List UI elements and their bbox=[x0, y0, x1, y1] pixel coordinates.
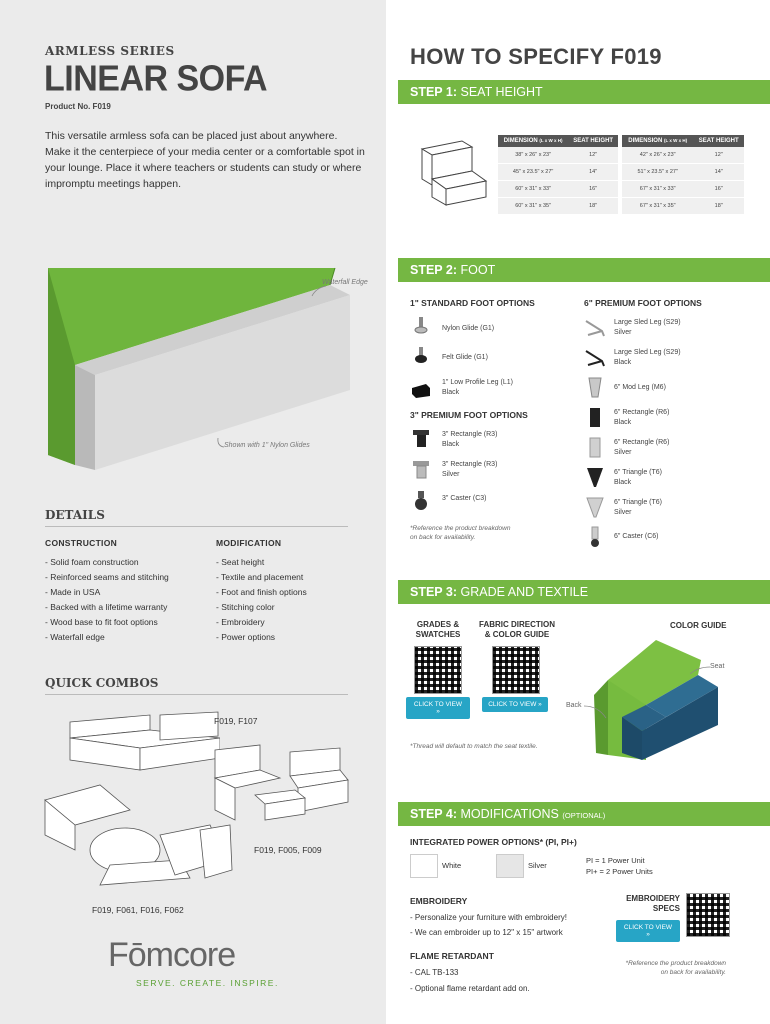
foot-option-sled-silver[interactable] bbox=[584, 316, 606, 343]
step1-label: SEAT HEIGHT bbox=[460, 85, 543, 99]
step3-label: GRADE AND TEXTILE bbox=[460, 585, 589, 599]
combo3-label: F019, F061, F016, F062 bbox=[92, 905, 184, 915]
foot-option-finish: Silver bbox=[614, 509, 632, 516]
seat-pointer bbox=[686, 664, 712, 676]
details-divider bbox=[45, 526, 348, 527]
low-profile-leg-icon bbox=[410, 378, 432, 400]
standard-foot-heading: 1" STANDARD FOOT OPTIONS bbox=[410, 298, 535, 308]
waterfall-annotation: Waterfall Edge bbox=[322, 279, 368, 286]
foot-option-sled-black[interactable] bbox=[584, 346, 606, 373]
list-item: - Power options bbox=[216, 632, 276, 642]
dimension-subheader: (L x W x H) bbox=[539, 138, 563, 143]
foot-option-r6-black[interactable] bbox=[584, 406, 606, 433]
embroidery-heading: EMBROIDERY bbox=[410, 896, 468, 906]
fabric-qr-code[interactable] bbox=[492, 646, 540, 694]
list-item: - Made in USA bbox=[45, 587, 101, 597]
step2-bar bbox=[398, 258, 770, 282]
list-item: - Wood base to fit foot options bbox=[45, 617, 158, 627]
foot-option-r3-silver[interactable] bbox=[410, 458, 432, 485]
rectangle6-black-icon bbox=[584, 406, 606, 428]
rectangle-leg-silver-icon bbox=[410, 458, 432, 480]
modification-list bbox=[216, 555, 307, 645]
table-row: 51" x 23.5" x 27" 14" bbox=[622, 164, 744, 181]
combo1-label: F019, F107 bbox=[214, 716, 258, 726]
seat-height-table-left bbox=[498, 135, 618, 215]
foot-option-r3-black[interactable] bbox=[410, 427, 432, 454]
intro-text: This versatile armless sofa can be placed just about anywhere. Make it the centerpiece of your media center or a comfortable spot in your lounge. Place it where teachers or students can study or where impromptu meetings happen. bbox=[45, 130, 365, 190]
power-silver-swatch[interactable] bbox=[496, 854, 524, 878]
list-item: - Seat height bbox=[216, 557, 265, 567]
foot-option-label: 6" Triangle (T6) bbox=[614, 469, 663, 476]
seat-label: Seat bbox=[710, 663, 725, 670]
combo3-drawing bbox=[40, 780, 235, 900]
power-heading: INTEGRATED POWER OPTIONS* (PI, PI+) bbox=[410, 837, 577, 847]
caster-icon bbox=[410, 489, 432, 511]
flame-heading: FLAME RETARDANT bbox=[410, 951, 494, 961]
foot-option-label: Felt Glide (G1) bbox=[442, 354, 488, 361]
glides-annotation: Shown with 1" Nylon Glides bbox=[224, 442, 310, 449]
waterfall-pointer bbox=[308, 284, 328, 298]
product-number: Product No. F019 bbox=[45, 102, 111, 111]
sled-leg-black-icon bbox=[584, 346, 606, 368]
back-label: Back bbox=[566, 702, 582, 709]
step2-number: STEP 2: bbox=[410, 263, 458, 277]
foot-option-label: 6" Mod Leg (M6) bbox=[614, 384, 666, 391]
foot-option-label: Nylon Glide (G1) bbox=[442, 325, 495, 332]
reference-note: *Reference the product breakdown on back for availability. bbox=[625, 960, 726, 976]
step1-number: STEP 1: bbox=[410, 85, 458, 99]
embroidery-click-button[interactable]: CLICK TO VIEW » bbox=[616, 920, 680, 942]
embroidery-qr-code[interactable] bbox=[686, 893, 730, 937]
step2-label: FOOT bbox=[460, 263, 496, 277]
foot-option-nylon-glide[interactable] bbox=[410, 314, 432, 341]
color-guide-label: COLOR GUIDE bbox=[670, 621, 727, 630]
construction-heading: CONSTRUCTION bbox=[45, 538, 118, 548]
table-row: 60" x 31" x 35" 18" bbox=[498, 198, 618, 215]
foot-option-label: 3" Rectangle (R3) bbox=[442, 431, 498, 438]
table-row: 45" x 23.5" x 27" 14" bbox=[498, 164, 618, 181]
step4-label: MODIFICATIONS bbox=[460, 807, 559, 821]
power-white-swatch[interactable] bbox=[410, 854, 438, 878]
table-row: 38" x 26" x 23" 12" bbox=[498, 147, 618, 164]
table-row: 67" x 31" x 33" 16" bbox=[622, 181, 744, 198]
rectangle-leg-black-icon bbox=[410, 427, 432, 449]
seat-height-table-right bbox=[622, 135, 744, 215]
triangle6-silver-icon bbox=[584, 496, 606, 518]
list-item: - Backed with a lifetime warranty bbox=[45, 602, 168, 612]
step4-bar bbox=[398, 802, 770, 826]
foot-option-c3-caster[interactable] bbox=[410, 489, 432, 516]
list-item: - Solid foam construction bbox=[45, 557, 139, 567]
thread-note: *Thread will default to match the seat textile. bbox=[410, 743, 538, 750]
list-item: - Stitching color bbox=[216, 602, 275, 612]
foot-option-finish: Black bbox=[614, 479, 632, 486]
foot-option-finish: Black bbox=[442, 441, 460, 448]
list-item: - Waterfall edge bbox=[45, 632, 105, 642]
series-label: ARMLESS SERIES bbox=[45, 44, 175, 58]
combos-heading: QUICK COMBOS bbox=[45, 676, 159, 690]
flame-list bbox=[410, 965, 530, 997]
fomcore-logo: Fōmcore bbox=[108, 936, 236, 974]
foot-option-finish: Black bbox=[442, 389, 460, 396]
embroidery-specs-label: EMBROIDERY SPECS bbox=[626, 894, 680, 913]
back-pointer bbox=[582, 700, 612, 722]
foot-availability-note: *Reference the product breakdown on back for availability. bbox=[410, 525, 511, 541]
product-title: LINEAR SOFA bbox=[44, 59, 268, 99]
rectangle6-silver-icon bbox=[584, 436, 606, 458]
details-heading: DETAILS bbox=[45, 508, 105, 522]
combos-divider bbox=[45, 694, 348, 695]
embroidery-list bbox=[410, 910, 567, 940]
foot-option-label: 1" Low Profile Leg (L1) bbox=[442, 379, 513, 386]
foot-option-t6-black[interactable] bbox=[584, 466, 606, 493]
step3-number: STEP 3: bbox=[410, 585, 458, 599]
list-item: - Embroidery bbox=[216, 617, 265, 627]
triangle6-black-icon bbox=[584, 466, 606, 488]
right-panel bbox=[386, 0, 770, 1024]
tagline: SERVE. CREATE. INSPIRE. bbox=[136, 978, 279, 988]
list-item: - Personalize your furniture with embroidery! bbox=[410, 913, 567, 922]
fabric-click-button[interactable]: CLICK TO VIEW » bbox=[482, 697, 548, 712]
step3-bar bbox=[398, 580, 770, 604]
color-guide-sofa bbox=[586, 635, 726, 760]
list-item: - Textile and placement bbox=[216, 572, 304, 582]
specify-title: HOW TO SPECIFY F019 bbox=[410, 44, 662, 69]
premium3-foot-heading: 3" PREMIUM FOOT OPTIONS bbox=[410, 410, 528, 420]
foot-option-finish: Silver bbox=[442, 471, 460, 478]
foot-option-finish: Black bbox=[614, 419, 632, 426]
foot-option-label: 6" Rectangle (R6) bbox=[614, 409, 670, 416]
power-white-label: White bbox=[442, 861, 462, 870]
foot-option-label: 3" Caster (C3) bbox=[442, 495, 487, 502]
step1-bar bbox=[398, 80, 770, 104]
foot-option-finish: Silver bbox=[614, 329, 632, 336]
foot-option-label: 6" Caster (C6) bbox=[614, 533, 659, 540]
nylon-glide-icon bbox=[410, 314, 432, 336]
table-row: 67" x 31" x 35" 18" bbox=[622, 198, 744, 215]
mod-leg-icon bbox=[584, 376, 606, 398]
table-row: 42" x 26" x 23" 12" bbox=[622, 147, 744, 164]
foot-option-mod-leg[interactable] bbox=[584, 376, 606, 403]
foot-option-label: Large Sled Leg (S29) bbox=[614, 349, 681, 356]
foot-option-r6-silver[interactable] bbox=[584, 436, 606, 463]
dimension-subheader: (L x W x H) bbox=[663, 138, 688, 143]
construction-list bbox=[45, 555, 169, 645]
list-item: - Reinforced seams and stitching bbox=[45, 572, 169, 582]
dimension-header: DIMENSION bbox=[503, 138, 538, 144]
seat-height-header: SEAT HEIGHT bbox=[568, 135, 618, 147]
caster6-icon bbox=[584, 526, 606, 548]
foot-option-label: 6" Rectangle (R6) bbox=[614, 439, 670, 446]
fabric-direction-label: FABRIC DIRECTION & COLOR GUIDE bbox=[479, 620, 555, 639]
list-item: - We can embroider up to 12" x 15" artwork bbox=[410, 928, 563, 937]
foot-option-label: 6" Triangle (T6) bbox=[614, 499, 663, 506]
list-item: - Foot and finish options bbox=[216, 587, 307, 597]
step4-optional: (OPTIONAL) bbox=[562, 811, 606, 820]
foot-option-finish: Silver bbox=[614, 449, 632, 456]
grades-swatches-label: GRADES & SWATCHES bbox=[415, 620, 461, 639]
dimension-header: DIMENSION bbox=[628, 138, 663, 144]
foot-option-finish: Black bbox=[614, 359, 632, 366]
power-units-note: PI = 1 Power Unit PI+ = 2 Power Units bbox=[586, 856, 653, 876]
foot-option-label: 3" Rectangle (R3) bbox=[442, 461, 498, 468]
grades-qr-code[interactable] bbox=[414, 646, 462, 694]
step4-number: STEP 4: bbox=[410, 807, 458, 821]
sled-leg-silver-icon bbox=[584, 316, 606, 338]
list-item: - Optional flame retardant add on. bbox=[410, 984, 530, 993]
glides-pointer bbox=[214, 436, 226, 450]
list-item: - CAL TB-133 bbox=[410, 968, 459, 977]
grades-click-button[interactable]: CLICK TO VIEW » bbox=[406, 697, 470, 719]
combo2-label: F019, F005, F009 bbox=[254, 845, 322, 855]
felt-glide-icon bbox=[410, 344, 432, 366]
seat-height-sofa-drawing bbox=[412, 137, 494, 211]
foot-option-label: Large Sled Leg (S29) bbox=[614, 319, 681, 326]
seat-height-header: SEAT HEIGHT bbox=[693, 135, 744, 147]
combo1-drawing bbox=[60, 710, 220, 780]
foot-option-low-profile-leg[interactable] bbox=[410, 378, 432, 405]
modification-heading: MODIFICATION bbox=[216, 538, 282, 548]
foot-option-felt-glide[interactable] bbox=[410, 344, 432, 371]
premium6-foot-heading: 6" PREMIUM FOOT OPTIONS bbox=[584, 298, 702, 308]
foot-option-c6-caster[interactable] bbox=[584, 526, 606, 553]
table-row: 60" x 31" x 33" 16" bbox=[498, 181, 618, 198]
power-silver-label: Silver bbox=[528, 861, 547, 870]
foot-option-t6-silver[interactable] bbox=[584, 496, 606, 523]
